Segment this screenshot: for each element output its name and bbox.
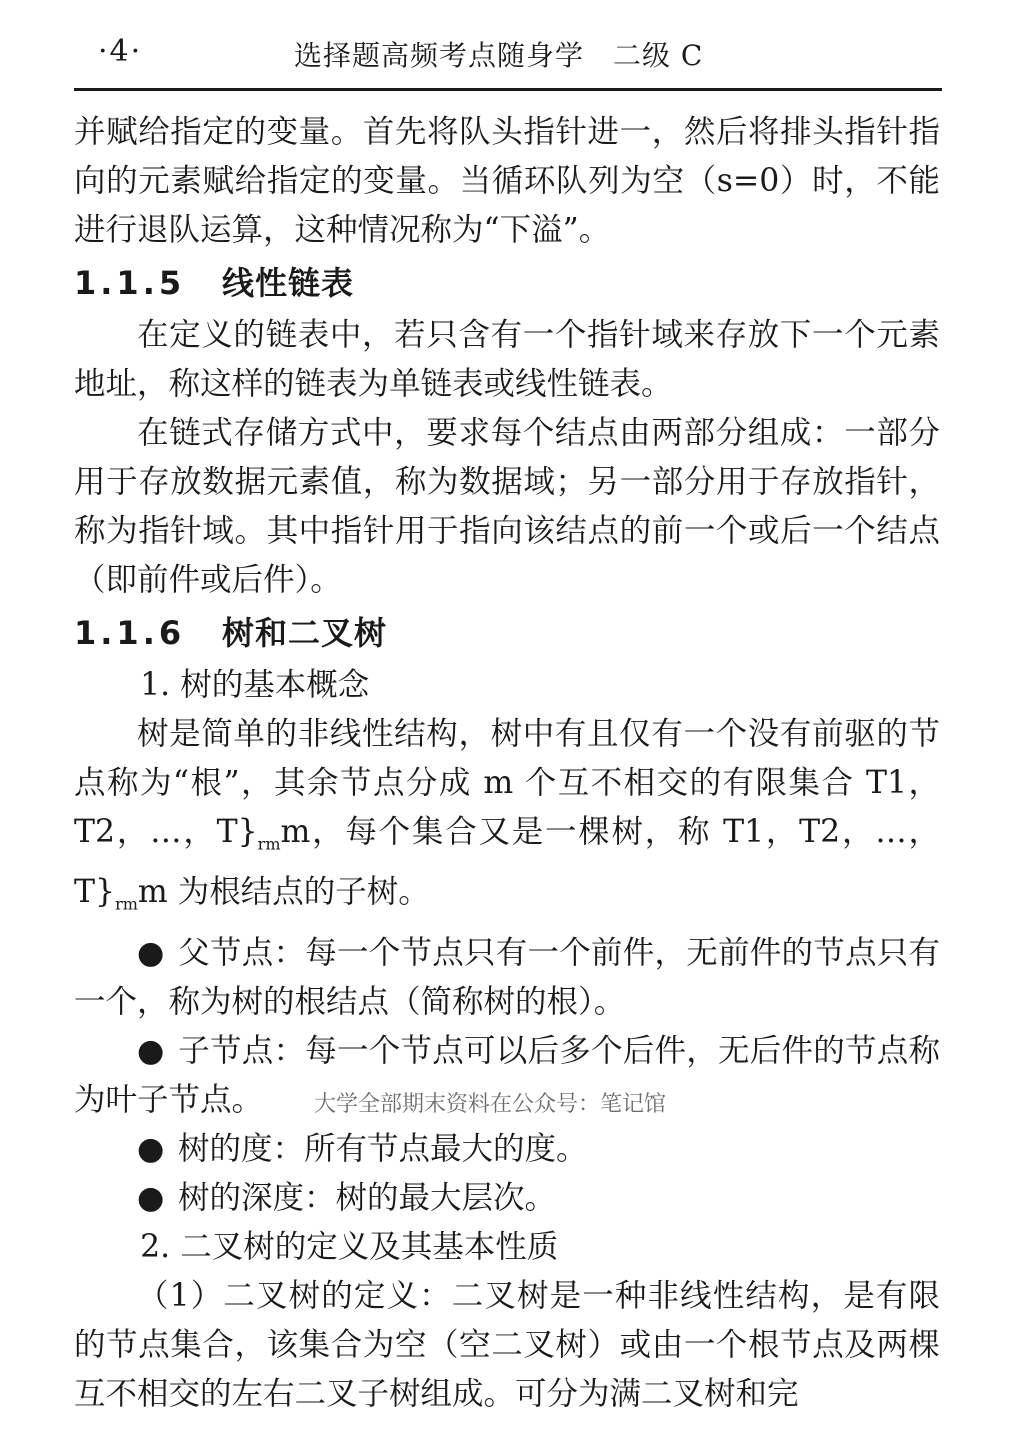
subscript: rm (115, 894, 138, 914)
text-run: m 为根结点的子树。 (137, 874, 430, 911)
bullet-tree-degree (74, 1125, 940, 1174)
section-heading-1-1-5 (74, 255, 940, 311)
paragraph-tree-definition (74, 710, 940, 929)
paragraph-queue-continued: 并赋给指定的变量。首先将队头指针进一，然后将排头指针指向的元素赋给指定的变量。当循环队列为空（s=0）时，不能进行退队运算，这种情况称为“下溢”。 (74, 114, 940, 248)
paragraph-node-structure: 在链式存储方式中，要求每个结点由两部分组成：一部分用于存放数据元素值，称为数据域；另一部分用于存放指针，称为指针域。其中指针用于指向该结点的前一个或后一个结点（即前件或后件）。 (74, 415, 940, 598)
subsection-tree-basics: 1. 树的基本概念 (140, 667, 370, 703)
bullet-icon: ● (137, 1032, 165, 1069)
bullet-text: 树的度：所有节点最大的度。 (177, 1130, 588, 1167)
bullet-tree-depth (74, 1174, 940, 1223)
header-rule (74, 88, 942, 91)
page-header (74, 30, 942, 82)
text-run: m，每个集合又是一棵树，称 T1，T2，…，T} (74, 814, 940, 911)
running-title: 选择题高频考点随身学 二级 C (294, 39, 704, 72)
section-title: 树和二叉树 (222, 614, 388, 652)
bullet-icon: ● (137, 1130, 165, 1167)
subsection-binary-tree: 2. 二叉树的定义及其基本性质 (140, 1228, 559, 1265)
page-body (74, 108, 940, 1419)
bullet-icon: ● (137, 1179, 165, 1216)
bullet-parent-node (74, 929, 940, 1027)
page-number: ·4· (98, 34, 143, 69)
section-number: 1.1.6 (74, 614, 186, 652)
section-number: 1.1.5 (74, 264, 186, 302)
bullet-icon: ● (137, 934, 165, 971)
paragraph-linked-list-definition: 在定义的链表中，若只含有一个指针域来存放下一个元素地址，称这样的链表为单链表或线性链表。 (74, 317, 940, 402)
text-run: 树是简单的非线性结构，树中有且仅有一个没有前驱的节点称为“根”，其余节点分成 m 个互不相交的有限集合 T1，T2，…，T} (74, 716, 940, 850)
bullet-text: 父节点：每一个节点只有一个前件，无前件的节点只有一个，称为树的根结点（简称树的根）。 (74, 934, 940, 1020)
bullet-text: 子节点：每一个节点可以后多个后件，无后件的节点称为叶子节点。 (74, 1032, 940, 1118)
bullet-text: 树的深度：树的最大层次。 (177, 1179, 556, 1216)
section-title: 线性链表 (222, 264, 355, 302)
paragraph-binary-tree-definition: （1）二叉树的定义：二叉树是一种非线性结构，是有限的节点集合，该集合为空（空二叉树）或由一个根节点及两棵互不相交的左右二叉子树组成。可分为满二叉树和完 (74, 1277, 940, 1412)
section-heading-1-1-6 (74, 605, 940, 661)
watermark-text: 大学全部期末资料在公众号：笔记馆 (314, 1092, 667, 1117)
subscript: rm (257, 834, 281, 854)
